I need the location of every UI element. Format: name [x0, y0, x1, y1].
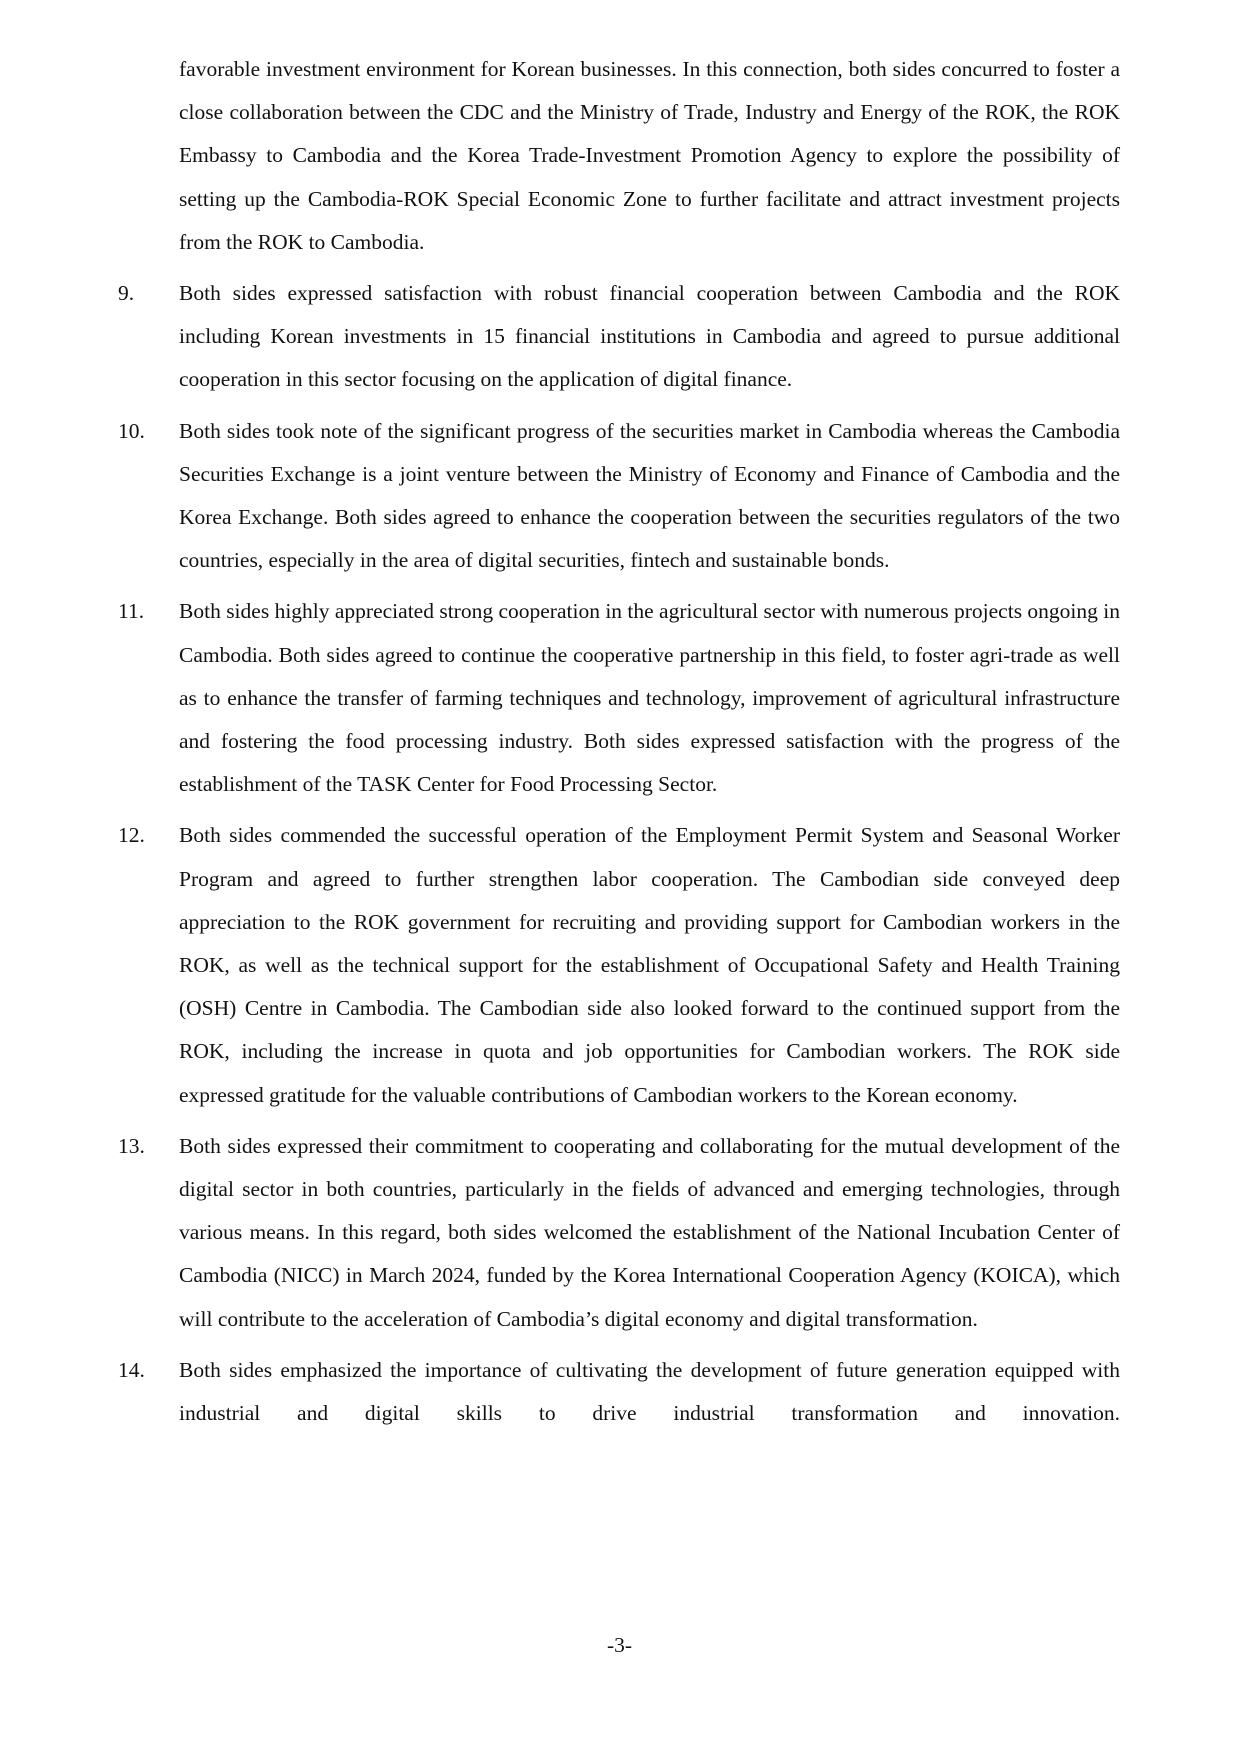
paragraph-number: 12. [118, 823, 145, 848]
paragraph-number: 10. [118, 418, 145, 443]
paragraph-text: Both sides highly appreciated strong cooperation in the agricultural sector with numerous projects ongoing in Cambodia. Both sides agreed to continue the cooperative partnership in this field, to foster agri-trade as well as to enhance the transfer of farming techniques and technology, improvement of agricultural infrastructure and fostering the food processing industry. Both sides expressed satisfaction with the progress of the establishment of the TASK Center for Food Processing Sector. [179, 599, 1121, 797]
paragraph-10 [118, 410, 1120, 583]
paragraph-number: 14. [118, 1357, 145, 1382]
continued-paragraph [179, 48, 1120, 264]
paragraph-9 [118, 272, 1120, 402]
paragraph-text: Both sides commended the successful operation of the Employment Permit System and Seasonal Worker Program and agreed to further strengthen labor cooperation. The Cambodian side conveyed deep appreciation to the ROK government for recruiting and providing support for Cambodian workers in the ROK, as well as the technical support for the establishment of Occupational Safety and Health Training (OSH) Centre in Cambodia. The Cambodian side also looked forward to the continued support from the ROK, including the increase in quota and job opportunities for Cambodian workers. The ROK side expressed gratitude for the valuable contributions of Cambodian workers to the Korean economy. [179, 823, 1120, 1107]
paragraph-14 [118, 1349, 1120, 1435]
paragraph-number: 13. [118, 1133, 145, 1158]
paragraph-11 [118, 590, 1120, 806]
paragraph-12 [118, 814, 1120, 1116]
page-number: -3- [606, 1633, 633, 1657]
paragraph-text: favorable investment environment for Korean businesses. In this connection, both sides concurred to foster a close collaboration between the CDC and the Ministry of Trade, Industry and Energy of the ROK, the ROK Embassy to Cambodia and the Korea Trade-Investment Promotion Agency to explore the possibility of setting up the Cambodia-ROK Special Economic Zone to further facilitate and attract investment projects from the ROK to Cambodia. [179, 57, 1120, 254]
paragraph-13 [118, 1125, 1120, 1341]
paragraph-number: 11. [118, 599, 145, 624]
paragraph-text: Both sides took note of the significant progress of the securities market in Cambodia whereas the Cambodia Securities Exchange is a joint venture between the Ministry of Economy and Finance of Cambodia and the Korea Exchange. Both sides agreed to enhance the cooperation between the securities regulators of the two countries, especially in the area of digital securities, fintech and sustainable bonds. [179, 418, 1120, 573]
paragraph-number: 9. [118, 281, 135, 306]
paragraph-text: Both sides expressed their commitment to cooperating and collaborating for the mutual development of the digital sector in both countries, particularly in the fields of advanced and emerging technologies, through various means. In this regard, both sides welcomed the establishment of the National Incubation Center of Cambodia (NICC) in March 2024, funded by the Korea International Cooperation Agency (KOICA), which will contribute to the acceleration of Cambodia’s digital economy and digital transformation. [179, 1133, 1120, 1331]
paragraph-text: Both sides expressed satisfaction with robust financial cooperation between Cambodia and the ROK including Korean investments in 15 financial institutions in Cambodia and agreed to pursue additional cooperation in this sector focusing on the application of digital finance. [179, 281, 1120, 392]
document-body [118, 48, 1120, 1443]
paragraph-text: Both sides emphasized the importance of cultivating the development of future generation equipped with industrial and digital skills to drive industrial transformation and innovation. [179, 1357, 1120, 1426]
